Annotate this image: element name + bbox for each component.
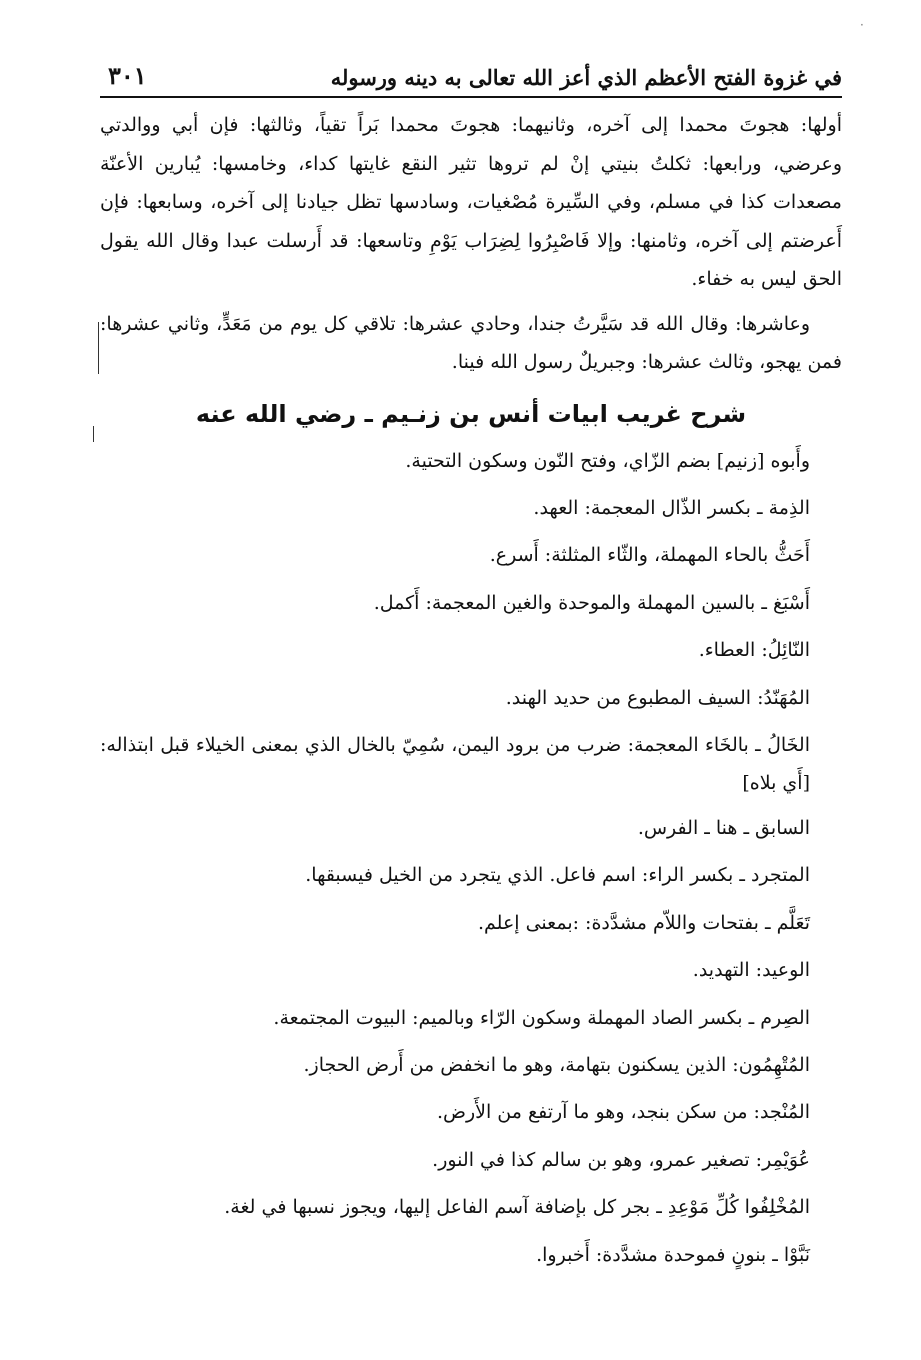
glossary-entry: المتجرد ـ بكسر الراء: اسم فاعل. الذي يتجرد من الخيل فيسبقها. [305, 864, 810, 887]
glossary-entry: المُهَنّدُ: السيف المطبوع من حديد الهند. [505, 686, 810, 709]
glossary-entry: تَعَلَّم ـ بفتحات واللاّم مشدَّدة: :بمعنى إعلم. [477, 911, 810, 934]
scan-mark: · [860, 18, 864, 32]
glossary-entry: أَسْبَغ ـ بالسين المهملة والموحدة والغين المعجمة: أَكمل. [373, 591, 810, 614]
body-paragraph: وعاشرها: وقال الله قد سَيَّرتُ جندا، وحادي عشرها: تلاقي كل يوم من مَعَدٍّ، وثاني عشرها: فمن يهجو، وثالث عشرها: وجبريلٌ رسول الله فينا. [100, 312, 842, 373]
glossary-entry: الصِرم ـ بكسر الصاد المهملة وسكون الرّاء وبالميم: البيوت المجتمعة. [273, 1006, 810, 1029]
glossary-entry: السابق ـ هنا ـ الفرس. [637, 816, 810, 839]
glossary-entry: الوعيد: التهديد. [692, 959, 810, 982]
glossary-entry: وأَبوه [زنيم] بضم الزّاي، وفتح النّون وسكون التحتية. [405, 449, 810, 472]
body-paragraph: أولها: هجوتَ محمدا إلى آخره، وثانيهما: هجوتَ محمدا بَراً تقياً، وثالثها: فإن أبي ووالدتي وعرضي، ورابعها: ثكلتُ بنيتي إنْ لم تروها تثير النقع غايتها كداء، وخامسها: يُبارين الأعنّة مصعدات كذا في مسلم، وفي السِّيرة مُصْغيات، وسادسها تظل جيادنا إلى آخره، وسابعها: فإن أَعرضتم إلى آخره، وثامنها: وإلا فَاصْبِرُوا لِضِرَاب يَوْمِ وتاسعها: قد أَرسلت عبدا وقال الله يقول الحق ليس به خفاء. [100, 114, 842, 290]
glossary-entry: نَبَّوْا ـ بنونٍ فموحدة مشدَّدة: أَخبروا. [536, 1243, 810, 1266]
glossary-entry: المُتْهِمُون: الذين يسكنون بتهامة، وهو ما انخفض من أَرض الحجاز. [303, 1053, 810, 1076]
glossary-entry: الذِمة ـ بكسر الذّال المعجمة: العهد. [533, 496, 810, 519]
running-title: في غزوة الفتح الأعظم الذي أعز الله تعالى به دينه ورسوله [330, 65, 842, 90]
glossary-entry: عُوَيْمِر: تصغير عمرو، وهو بن سالم كذا في النور. [432, 1148, 810, 1171]
glossary-entry: أَحَثُّ بالحاء المهملة، والثّاء المثلثة: أَسرع. [489, 544, 810, 567]
glossary-entry: الخَالُ ـ بالخَاء المعجمة: ضرب من برود اليمن، سُمِيّ بالخال الذي بمعنى الخيلاء قبل ابتذاله: [أَي بلاه] [100, 733, 810, 794]
glossary-entry: النّائِلُ: العطاء. [698, 639, 810, 662]
margin-pencil-mark [98, 322, 99, 374]
running-header [100, 48, 842, 98]
section-heading: شرح غريب ابيات أنس بن زنـيم ـ رضي الله عنه [195, 399, 747, 428]
page-number: ٣٠١ [108, 61, 147, 90]
page-body [100, 106, 842, 1279]
glossary-entry: المُنْجد: من سكن بنجد، وهو ما آرتفع من الأَرض. [436, 1101, 810, 1124]
glossary-entry: المُخْلِفُوا كُلِّ مَوْعِدِ ـ بجر كل بإضافة آسم الفاعل إليها، ويجوز نسبها في لغة. [224, 1196, 810, 1219]
margin-pencil-mark [93, 426, 94, 442]
